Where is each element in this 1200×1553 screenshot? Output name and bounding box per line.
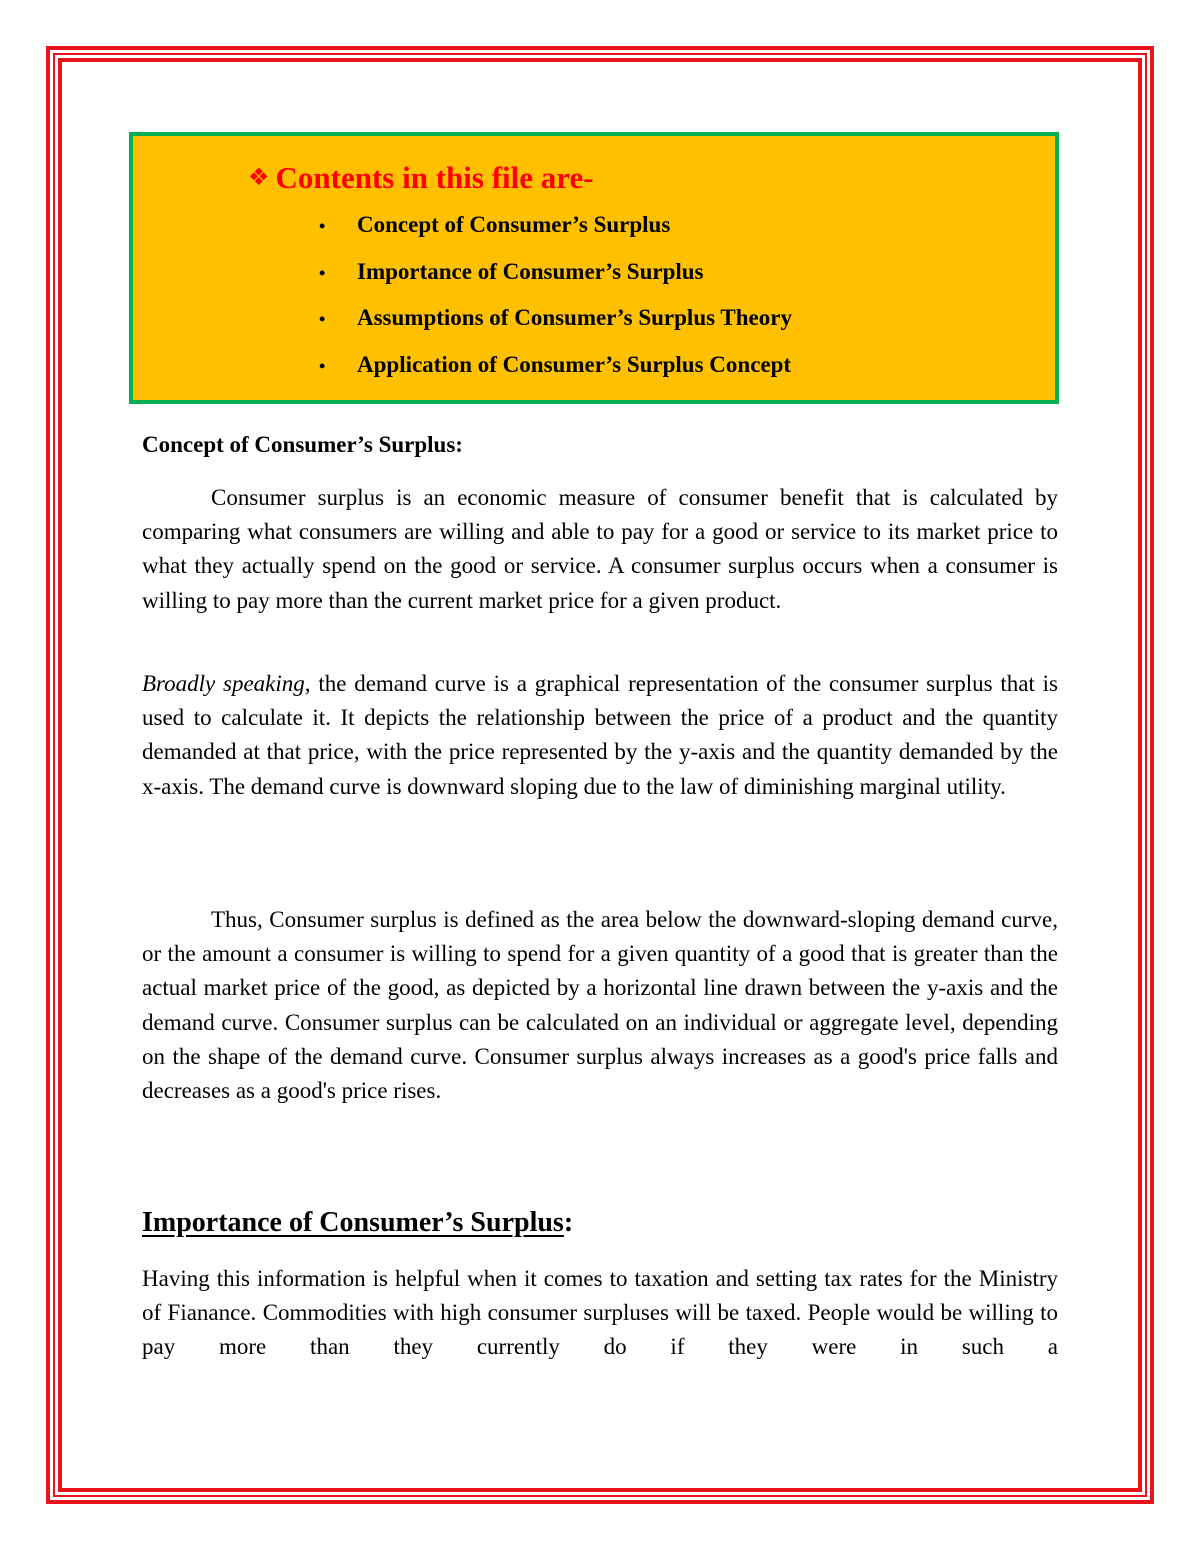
contents-title-text: Contents in this file are- bbox=[275, 160, 594, 195]
concept-paragraph-2-lead: Broadly speaking bbox=[142, 671, 305, 696]
contents-item-label: Assumptions of Consumer’s Surplus Theory bbox=[357, 305, 792, 330]
diamond-bullet-icon: ❖ bbox=[248, 163, 270, 191]
contents-item-label: Application of Consumer’s Surplus Concept bbox=[357, 351, 792, 377]
contents-item bbox=[319, 212, 792, 259]
bullet-icon: • bbox=[319, 355, 326, 376]
concept-paragraph-3: Thus, Consumer surplus is defined as the area below the downward-sloping demand curve, or the amount a consumer is willing to spend for a given quantity of a good that is greater than the actual market price of the good, as depicted by a horizontal line drawn between the y-axis and the demand curve. Consumer surplus can be calculated on an individual or aggregate level, depending on the shape of the demand curve. Consumer surplus always increases as a good's price falls and decreases as a good's price rises. bbox=[142, 907, 1058, 1104]
bullet-icon: • bbox=[319, 216, 326, 236]
contents-item bbox=[319, 352, 792, 399]
importance-paragraph-1: Having this information is helpful when it comes to taxation and setting tax rates for the Ministry of Fianance. Commodities with high consumer surpluses will be taxed. People would be willing to pay more than they currently do if they were in such a bbox=[142, 1266, 1058, 1360]
concept-paragraph-2-rest: , the demand curve is a graphical representation of the consumer surplus that is used to calculate it. It depicts the relationship between the price of a product and the quantity demanded at that price, with the price represented by the y-axis and the quantity demanded by the x-axis. The demand curve is downward sloping due to the law of diminishing marginal utility. bbox=[142, 671, 1058, 799]
contents-item-label: Importance of Consumer’s Surplus bbox=[357, 258, 704, 284]
contents-item-label: Concept of Consumer’s Surplus bbox=[357, 212, 671, 237]
contents-item bbox=[319, 305, 792, 352]
contents-title bbox=[248, 160, 594, 196]
concept-paragraph-2 bbox=[142, 667, 1058, 804]
contents-list bbox=[319, 212, 792, 398]
importance-heading-colon: : bbox=[563, 1207, 574, 1238]
bullet-icon: • bbox=[319, 309, 326, 329]
concept-heading: Concept of Consumer’s Surplus: bbox=[142, 432, 463, 457]
bullet-icon: • bbox=[319, 262, 326, 283]
importance-heading-text: Importance of Consumer’s Surplus bbox=[142, 1207, 564, 1238]
contents-item bbox=[319, 259, 792, 306]
concept-paragraph-1: Consumer surplus is an economic measure of consumer benefit that is calculated by comparing what consumers are willing and able to pay for a good or service to its market price to what they actually spend on the good or service. A consumer surplus occurs when a consumer is willing to pay more than the current market price for a given product. bbox=[142, 485, 1058, 613]
contents-box bbox=[129, 132, 1059, 404]
importance-heading bbox=[142, 1207, 573, 1239]
